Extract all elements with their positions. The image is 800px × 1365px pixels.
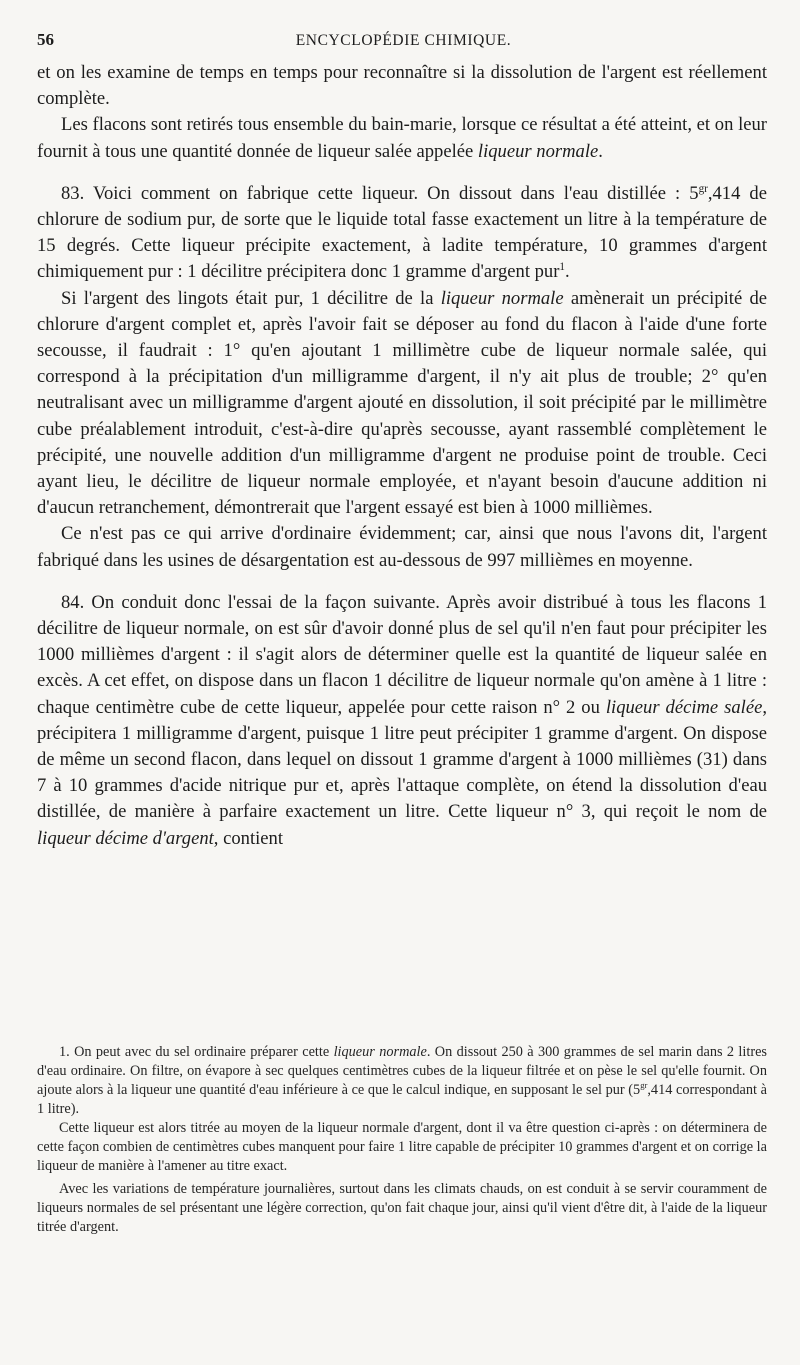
page-number: 56 [37, 30, 54, 49]
paragraph-2 [37, 112, 767, 164]
text-run: , précipitera 1 milligramme d'argent, puisque 1 litre peut précipiter 1 gramme d'argent. On dispose de même un second flacon, dans lequel on dissout 1 gramme d'argent à 1000 millièmes (31) dans 7 à 10 grammes d'acide nitrique pur et, après l'attaque complète, on étend la dissolution d'eau distillée, de manière à parfaire exactement un litre. Cette liqueur n° 3, qui reçoit le nom de [37, 696, 767, 823]
text-run: ,414 de chlorure de sodium pur, de sorte que le liquide total fasse exactement un litre à la température de 15 degrés. Cette liqueur précipite exactement, à ladite température, 10 grammes d'argent chimiquement pur : 1 décilitre précipitera donc 1 gramme d'argent pur [37, 182, 767, 283]
paragraph-4 [37, 286, 767, 522]
footnote-1-continued [37, 1119, 767, 1176]
paragraph-section-83 [37, 181, 767, 286]
footnote-1-final [37, 1180, 767, 1237]
text-run: amènerait un précipité de chlorure d'argent complet et, après l'avoir fait se déposer au fond du flacon à l'aide d'une forte secousse, il faudrait : 1° qu'en ajoutant 1 millimètre cube de liqueur normale salée, qui correspond à la précipitation d'un milligramme d'argent, il n'y ait plus de trouble; 2° qu'en neutralisant avec un milligramme d'argent ajouté en dissolution, il soit précipité par le millimètre cube préalablement introduit, c'est-à-dire qu'après secousse, ayant rassemblé complètement le précipité, une nouvelle addition d'un milligramme d'argent ne produise point de trouble. Ceci ayant lieu, le décilitre de liqueur normale employée, et n'ayant besoin d'aucune addition ni d'aucun retranchement, démontrerait que l'argent essayé est bien à 1000 millièmes. [37, 287, 767, 519]
footnote-1 [37, 1043, 767, 1119]
text-run: . On dissout 250 à 300 grammes de sel marin dans 2 litres d'eau ordinaire. On filtre, on évapore à sec quelques centimètres cubes de la liqueur filtrée et on pèse le sel qu'elle fournit. On ajoute alors à la liqueur une quantité d'eau inférieure à ce que le calcul indique, en supposant le sel pur (5 [37, 1044, 767, 1098]
footnote-reference[interactable]: 1 [559, 261, 565, 274]
italic-term: liqueur décime salée [605, 696, 763, 718]
footnotes [37, 1043, 767, 1237]
text-run: Avec les variations de température journalières, surtout dans les climats chauds, on est conduit à se servir couramment de liqueurs normales de sel présentant une légère correction, qu'on fait chaque jour, ainsi qu'il vient d'être dit, à l'aide de la liqueur titrée d'argent. [37, 1181, 767, 1235]
text-run: Cette liqueur est alors titrée au moyen de la liqueur normale d'argent, dont il va être question ci-après : on déterminera de cette façon combien de centimètres cubes manquent pour faire 1 litre capable de précipiter 10 grammes d'argent et on corrige la liqueur de manière à l'amener au titre exact. [37, 1120, 767, 1174]
text-run: Les flacons sont retirés tous ensemble du bain-marie, lorsque ce résultat a été atteint, et on leur fournit à tous une quantité donnée de liqueur salée appelée [37, 114, 767, 162]
paragraph-1 [37, 60, 767, 112]
italic-term: liqueur normale [440, 287, 564, 309]
unit-superscript: gr [698, 182, 708, 195]
text-run: Si l'argent des lingots était pur, 1 décilitre de la [61, 287, 441, 309]
text-run: . [598, 140, 603, 162]
text-run: Ce n'est pas ce qui arrive d'ordinaire évidemment; car, ainsi que nous l'avons dit, l'argent fabriqué dans les usines de désargentation est au-dessous de 997 millièmes en moyenne. [37, 523, 767, 571]
text-run: . [565, 261, 570, 283]
text-run: 1. On peut avec du sel ordinaire préparer cette [59, 1044, 334, 1060]
unit-superscript: gr [640, 1080, 648, 1091]
text-run: , contient [213, 827, 283, 849]
text-run: 83. Voici comment on fabrique cette liqueur. On dissout dans l'eau distillée : 5 [61, 182, 699, 204]
italic-term: liqueur normale [333, 1044, 427, 1060]
paragraph-section-84 [37, 590, 767, 852]
italic-term: liqueur normale [477, 140, 599, 162]
text-run: 84. On conduit donc l'essai de la façon suivante. Après avoir distribué à tous les flacons 1 décilitre de liqueur normale, on est sûr d'avoir donné plus de sel qu'il n'en faut pour précipiter les 1000 millièmes d'argent : il s'agit alors de déterminer quelle est la quantité de liqueur salée en excès. A cet effet, on dispose dans un flacon 1 décilitre de liqueur normale qu'on amène à 1 litre : chaque centimètre cube de cette liqueur, appelée pour cette raison n° 2 ou [37, 591, 767, 718]
paragraph-5 [37, 521, 767, 573]
italic-term: liqueur décime d'argent [37, 827, 214, 849]
text-run: et on les examine de temps en temps pour reconnaître si la dissolution de l'argent est réellement complète. [37, 62, 767, 110]
text-run: ,414 correspondant à 1 litre). [37, 1082, 767, 1117]
page-header [37, 30, 770, 56]
main-text [37, 60, 767, 852]
running-title: ENCYCLOPÉDIE CHIMIQUE. [295, 32, 512, 49]
